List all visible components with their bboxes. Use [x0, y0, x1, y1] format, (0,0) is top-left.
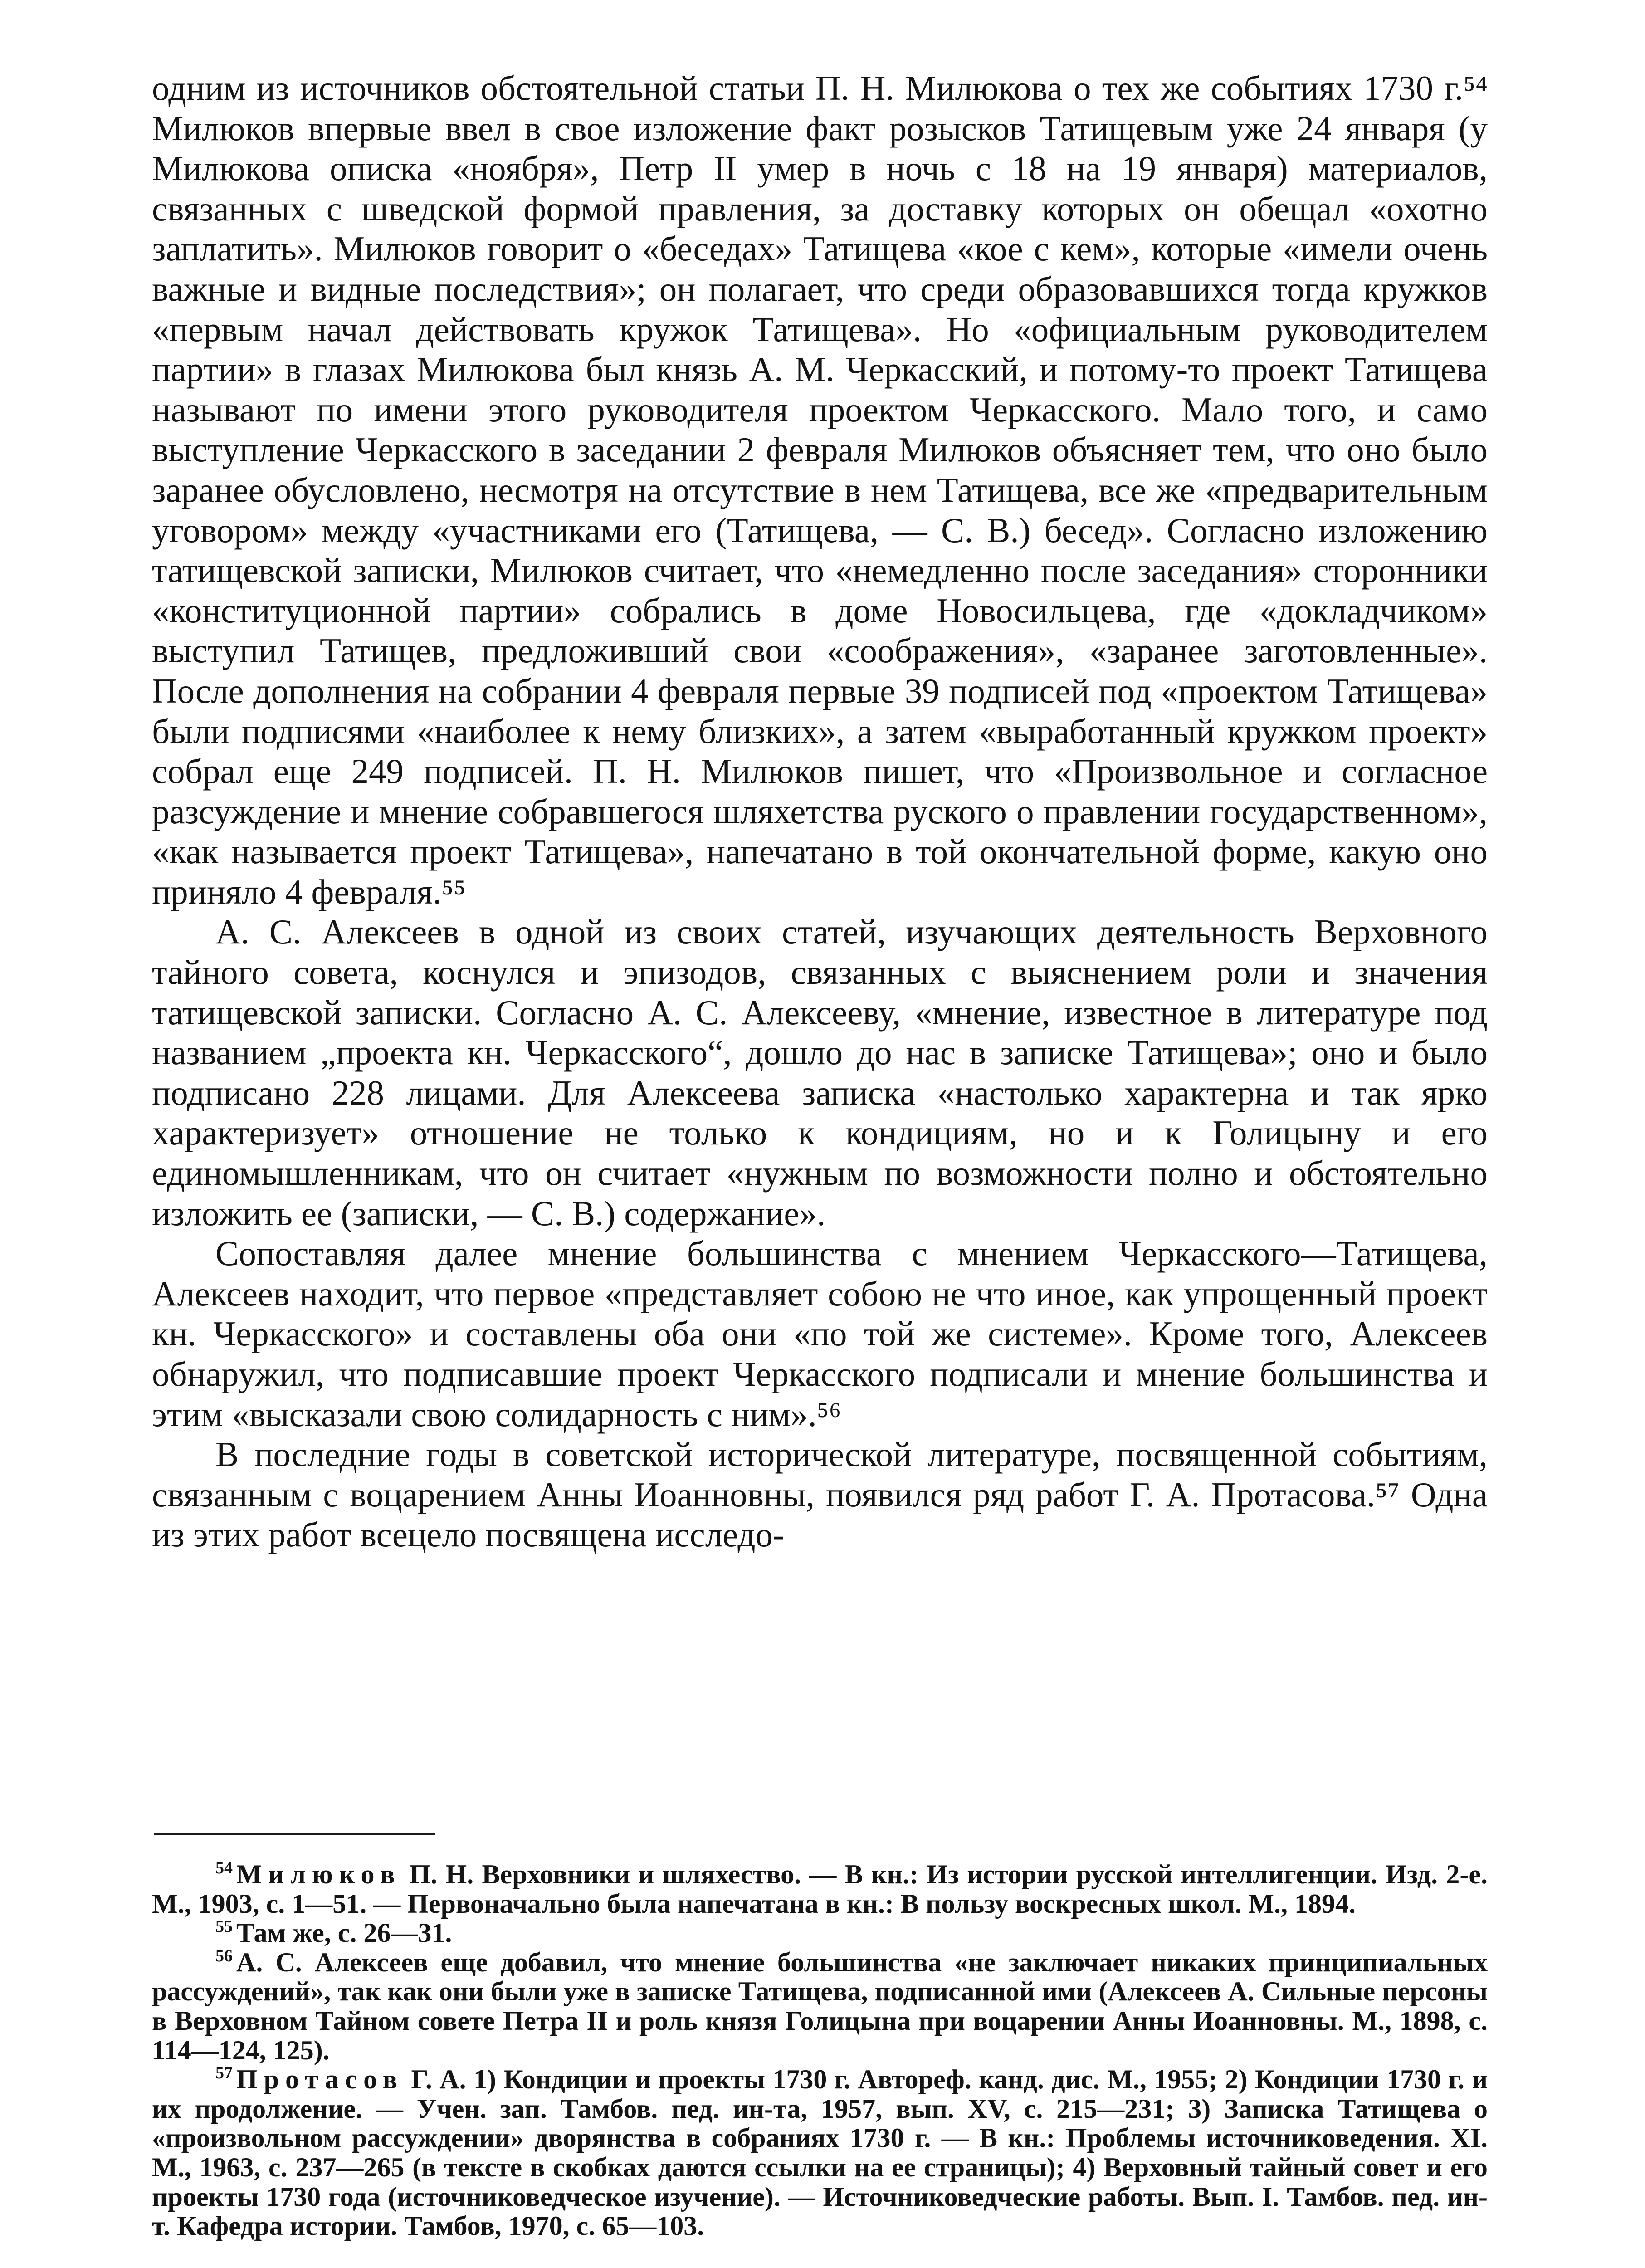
footnote	[152, 1918, 1488, 1948]
footnote	[152, 1860, 1488, 1918]
footnote-number: 55	[215, 1917, 233, 1936]
footnote-text: Там же, с. 26—31.	[236, 1918, 452, 1948]
footnotes	[152, 1860, 1488, 2241]
footnote-text: А. С. Алексеев еще добавил, что мнение большинства «не заключает никаких принципиальных рассуждений», так как они были уже в записке Татищева, подписанной ими (Алексеев А. Сильные персоны в Верховном Тайном совете Петра II и роль князя Голицына при воцарении Анны Иоанновны. М., 1898, с. 114—124, 125).	[152, 1947, 1488, 2065]
footnote-text: Г. А. 1) Кондиции и проекты 1730 г. Автореф. канд. дис. М., 1955; 2) Кондиции 1730 г. и их продолжение. — Учен. зап. Тамбов. пед. ин-та, 1957, вып. XV, с. 215—231; 3) Записка Татищева о «произвольном рассуждении» дворянства в собраниях 1730 г. — В кн.: Проблемы источниковедения. XI. М., 1963, с. 237—265 (в тексте в скобках даются ссылки на ее страницы); 4) Верховный тайный совет и его проекты 1730 года (источниковедческое изучение). — Источниковедческие работы. Вып. I. Тамбов. пед. ин-т. Кафедра истории. Тамбов, 1970, с. 65—103.	[152, 2064, 1488, 2241]
footnote	[152, 1948, 1488, 2065]
paragraph: Сопоставляя далее мнение большинства с мнением Черкасского—Татищева, Алексеев находит, что первое «представляет собою не что иное, как упрощенный проект кн. Черкасского» и составлены оба они «по той же системе». Кроме того, Алексеев обнаружил, что подписавшие проект Черкасского подписали и мнение большинства и этим «высказали свою солидарность с ним».⁵⁶	[152, 1234, 1488, 1434]
paragraph: В последние годы в советской исторической литературе, посвященной событиям, связанным с воцарением Анны Иоанновны, появился ряд работ Г. А. Протасова.⁵⁷ Одна из этих работ всецело посвящена исследо-	[152, 1435, 1488, 1554]
paragraph: А. С. Алексеев в одной из своих статей, изучающих деятельность Верховного тайного совета, коснулся и эпизодов, связанных с выяснением роли и значения татищевской записки. Согласно А. С. Алексееву, «мнение, известное в литературе под названием „проекта кн. Черкасского“, дошло до нас в записке Татищева»; оно и было подписано 228 лицами. Для Алексеева записка «настолько характерна и так ярко характеризует» отношение не только к кондициям, но и к Голицыну и его единомышленникам, что он считает «нужным по возможности полно и обстоятельно изложить ее (записки, — С. В.) содержание».	[152, 912, 1488, 1233]
footnote-number: 54	[215, 1858, 233, 1877]
footnote-text: П. Н. Верховники и шляхество. — В кн.: Из истории русской интеллигенции. Изд. 2-е. М., 1903, с. 1—51. — Первоначально была напечатана в кн.: В пользу воскресных школ. М., 1894.	[152, 1859, 1488, 1919]
footnote-author: Протасов	[236, 2064, 404, 2095]
footnote-separator	[154, 1833, 435, 1835]
main-text	[152, 68, 1488, 1555]
footnote-number: 57	[215, 2063, 233, 2083]
paragraph: одним из источников обстоятельной статьи П. Н. Милюкова о тех же событиях 1730 г.⁵⁴ Милюков впервые ввел в свое изложение факт розысков Татищевым уже 24 января (у Милюкова описка «ноября», Петр II умер в ночь с 18 на 19 января) материалов, связанных с шведской формой правления, за доставку которых он обещал «охотно заплатить». Милюков говорит о «беседах» Татищева «кое с кем», которые «имели очень важные и видные последствия»; он полагает, что среди образовавшихся тогда кружков «первым начал действовать кружок Татищева». Но «официальным руководителем партии» в глазах Милюкова был князь А. М. Черкасский, и потому-то проект Татищева называют по имени этого руководителя проектом Черкасского. Мало того, и само выступление Черкасского в заседании 2 февраля Милюков объясняет тем, что оно было заранее обусловлено, несмотря на отсутствие в нем Татищева, все же «предварительным уговором» между «участниками его (Татищева, — С. В.) бесед». Согласно изложению татищевской записки, Милюков считает, что «немедленно после заседания» сторонники «конституционной партии» собрались в доме Новосильцева, где «докладчиком» выступил Татищев, предложивший свои «соображения», «заранее заготовленные». После дополнения на собрании 4 февраля первые 39 подписей под «проектом Татищева» были подписями «наиболее к нему близких», а затем «выработанный кружком проект» собрал еще 249 подписей. П. Н. Милюков пишет, что «Произвольное и согласное разсуждение и мнение собравшегося шляхетства руского о правлении государственном», «как называется проект Татищева», напечатано в той окончательной форме, какую оно приняло 4 февраля.⁵⁵	[152, 68, 1488, 911]
footnote	[152, 2065, 1488, 2241]
footnote-number: 56	[215, 1946, 233, 1965]
footnote-author: Милюков	[236, 1859, 401, 1889]
